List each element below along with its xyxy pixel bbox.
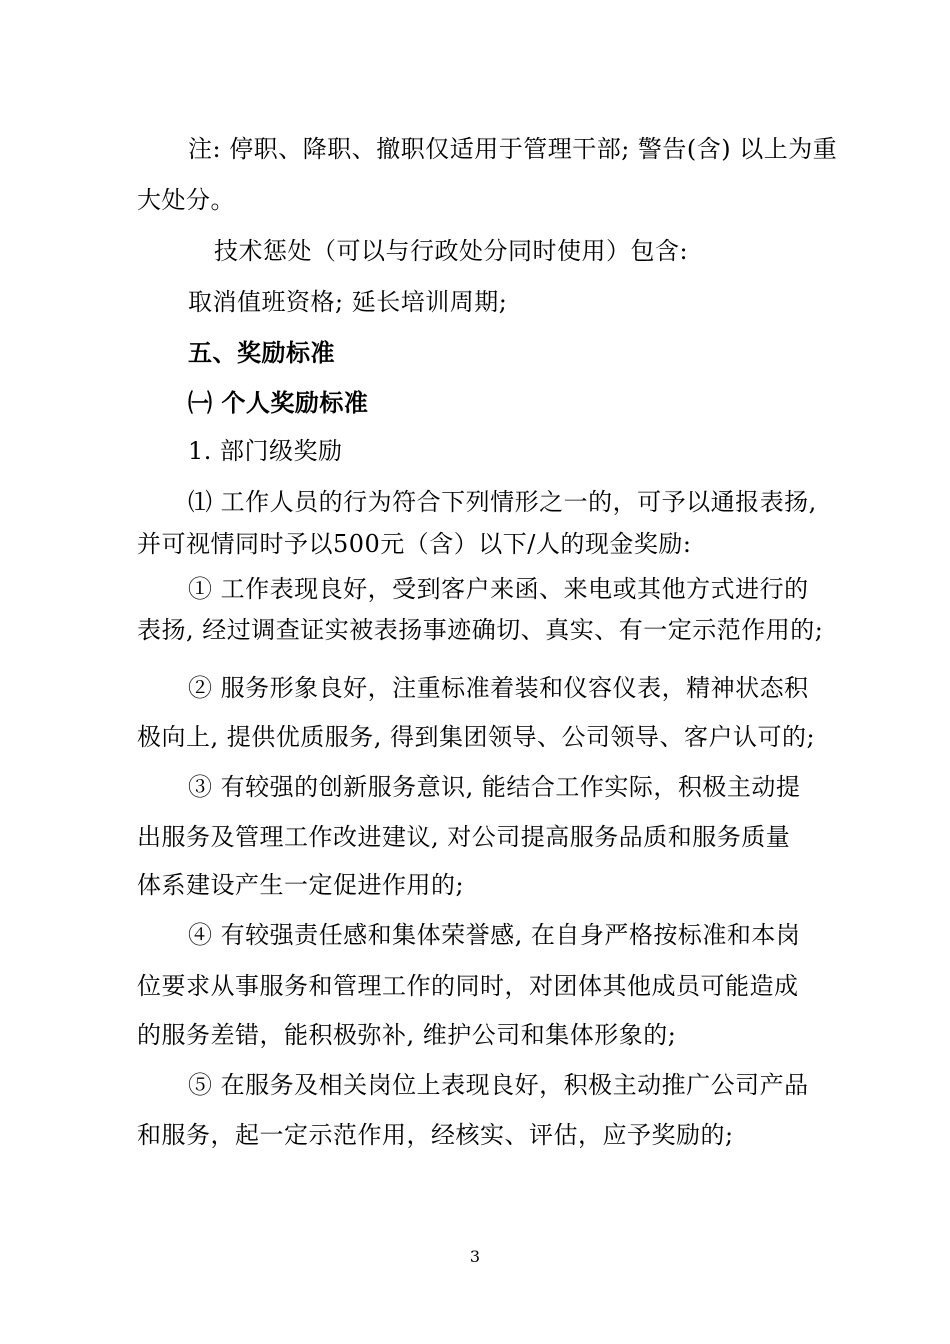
point-4-line-1: ④ 有较强责任感和集体荣誉感, 在自身严格按标准和本岗	[188, 921, 801, 949]
point-4-line-3: 的服务差错，能积极弥补, 维护公司和集体形象的;	[137, 1021, 677, 1049]
point-3-line-1: ③ 有较强的创新服务意识, 能结合工作实际，积极主动提	[188, 773, 801, 801]
technical-penalty-heading: 技术惩处（可以与行政处分同时使用）包含:	[214, 237, 689, 265]
point-1-line-2: 表扬, 经过调查证实被表扬事迹确切、真实、有一定示范作用的;	[137, 616, 824, 644]
point-5-line-2: 和服务，起一定示范作用，经核实、评估，应予奖励的;	[137, 1121, 734, 1149]
clause-1-line-2: 并可视情同时予以500元（含）以下/人的现金奖励:	[137, 530, 692, 558]
subsection-one-heading: ㈠ 个人奖励标准	[188, 389, 369, 417]
point-2-line-1: ② 服务形象良好，注重标准着装和仪容仪表，精神状态积	[188, 674, 809, 702]
technical-penalty-items: 取消值班资格; 延长培训周期;	[188, 288, 508, 316]
point-5-line-1: ⑤ 在服务及相关岗位上表现良好，积极主动推广公司产品	[188, 1071, 809, 1099]
point-3-line-3: 体系建设产生一定促进作用的;	[137, 871, 465, 899]
clause-1-line-1: ⑴ 工作人员的行为符合下列情形之一的，可予以通报表扬,	[188, 488, 817, 516]
note-line-2: 大处分。	[137, 186, 235, 214]
section-five-heading: 五、奖励标准	[188, 339, 335, 367]
page-number: 3	[469, 1247, 481, 1266]
point-2-line-2: 极向上, 提供优质服务, 得到集团领导、公司领导、客户认可的;	[137, 723, 816, 751]
point-3-line-2: 出服务及管理工作改进建议, 对公司提高服务品质和服务质量	[137, 823, 791, 851]
item-1-heading: 1. 部门级奖励	[188, 437, 343, 465]
point-1-line-1: ① 工作表现良好，受到客户来函、来电或其他方式进行的	[188, 575, 809, 603]
point-4-line-2: 位要求从事服务和管理工作的同时，对团体其他成员可能造成	[137, 972, 799, 1000]
note-line-1: 注: 停职、降职、撤职仅适用于管理干部; 警告(含) 以上为重	[188, 135, 838, 163]
